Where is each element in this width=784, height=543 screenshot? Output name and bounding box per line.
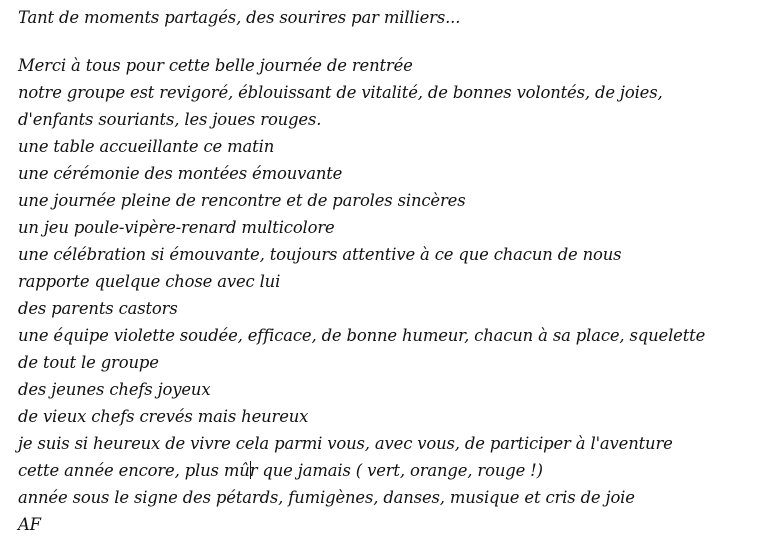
document-body[interactable] [18,4,778,538]
poem-line-15: je suis si heureux de vivre cela parmi vous, avec vous, de participer à l'aventure [18,434,673,453]
poem-line-16-end: r que jamais ( vert, orange, rouge !) [249,461,543,480]
poem-line-7: un jeu poule-vipère-renard multicolore [18,218,335,237]
poem-line-8: une célébration si émouvante, toujours attentive à ce que chacun de nous [18,245,622,264]
poem-line-17: année sous le signe des pétards, fumigènes, danses, musique et cris de joie [18,488,635,507]
poem-line-16 [18,457,778,484]
poem-line-10: des parents castors [18,299,178,318]
signature: AF [18,515,41,534]
poem-line-14: de vieux chefs crevés mais heureux [18,407,309,426]
poem-line-11: une équipe violette soudée, efficace, de bonne humeur, chacun à sa place, squelette [18,326,706,345]
poem-line-5: une cérémonie des montées émouvante [18,164,343,183]
poem-line-6: une journée pleine de rencontre et de paroles sincères [18,191,466,210]
poem-line-2: notre groupe est revigoré, éblouissant de vitalité, de bonnes volontés, de joies, [18,83,663,102]
poem-line-12: de tout le groupe [18,353,159,372]
poem-line-16-start: cette année encore, plus mû [18,461,250,480]
poem-line-13: des jeunes chefs joyeux [18,380,211,399]
poem-title: Tant de moments partagés, des sourires par milliers... [18,8,461,27]
poem-line-3: d'enfants souriants, les joues rouges. [18,110,322,129]
poem-line-4: une table accueillante ce matin [18,137,275,156]
poem-line-1: Merci à tous pour cette belle journée de rentrée [18,56,413,75]
poem-line-9: rapporte quelque chose avec lui [18,272,281,291]
